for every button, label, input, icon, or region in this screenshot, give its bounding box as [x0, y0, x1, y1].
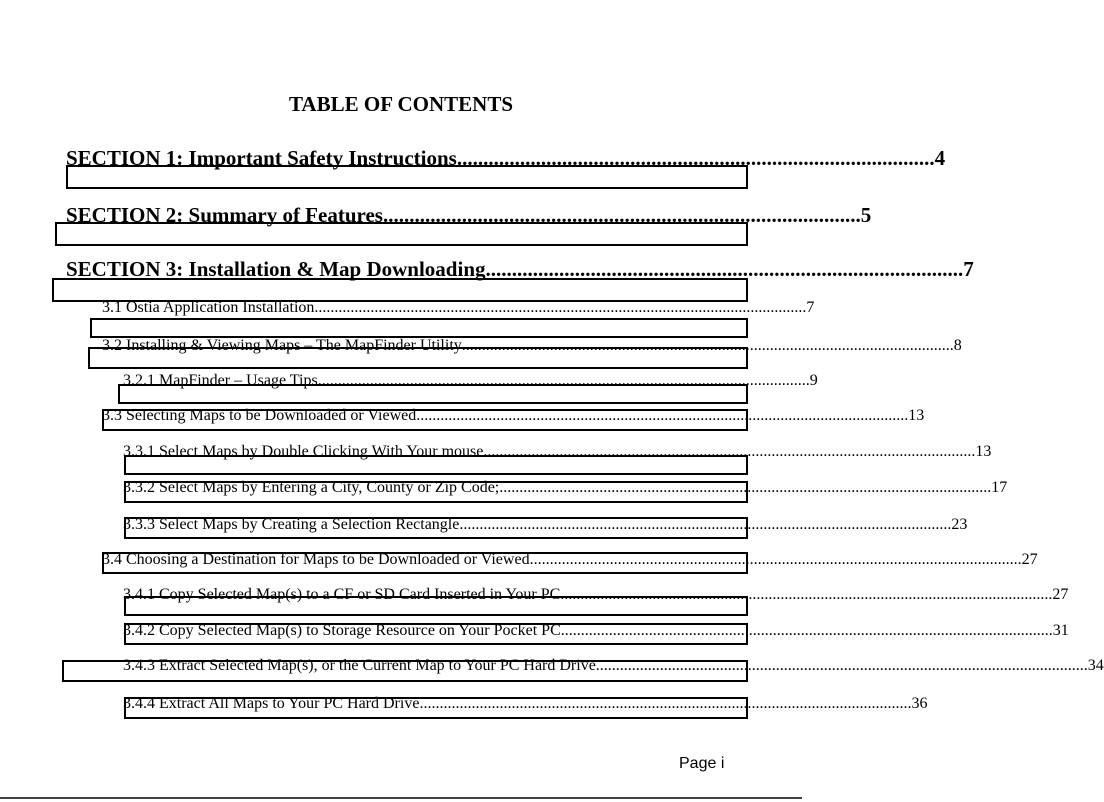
toc-entry-label: 3.3.2 Select Maps by Entering a City, County or Zip Code;	[123, 479, 500, 496]
toc-entry-label: 3.1 Ostia Application Installation	[102, 299, 315, 316]
toc-leader-dots: ...........................................................................................	[456, 146, 935, 170]
link-box-3-4-3	[62, 660, 748, 682]
toc-leader-dots: ...........................................................................................................................	[499, 479, 992, 496]
toc-leader-dots: ...........................................................................................	[382, 203, 861, 227]
toc-leader-dots: ...........................................................................................................................	[560, 622, 1053, 639]
toc-entry-page: 7	[963, 257, 974, 281]
toc-title: TABLE OF CONTENTS	[288, 92, 514, 116]
toc-entry-page: 17	[991, 479, 1008, 496]
toc-leader-dots: ...........................................................................................................................	[419, 695, 912, 712]
toc-entry-page: 5	[860, 203, 872, 227]
page-bottom-rule	[0, 797, 802, 799]
link-box-3-2-1	[118, 384, 748, 404]
link-box-3-4-2	[124, 623, 748, 645]
toc-leader-dots: ...........................................................................................................................	[461, 337, 954, 354]
toc-entry-label: 3.4.3 Extract Selected Map(s), or the Current Map to Your PC Hard Drive	[123, 657, 596, 674]
link-box-section-1	[66, 165, 748, 189]
toc-leader-dots: ...........................................................................................................................	[529, 551, 1022, 568]
toc-entry-page: 23	[951, 516, 968, 533]
toc-entry-page: 36	[911, 695, 928, 712]
toc-leader-dots: ...........................................................................................................................	[560, 586, 1053, 603]
link-box-3-3	[102, 409, 748, 431]
link-box-3-4-4	[124, 697, 748, 719]
toc-entry-label: 3.4 Choosing a Destination for Maps to be Downloaded or Viewed	[102, 551, 530, 568]
toc-entry-page: 7	[806, 299, 815, 316]
toc-entry-label: SECTION 2: Summary of Features	[66, 203, 383, 227]
toc-leader-dots: ...........................................................................................................................	[459, 516, 952, 533]
toc-entry-page: 27	[1021, 551, 1038, 568]
toc-entry-page: 34	[1087, 657, 1104, 674]
link-box-3-4-1	[124, 596, 748, 616]
toc-leader-dots: ...........................................................................................................................	[595, 657, 1088, 674]
toc-entry-page: 31	[1052, 622, 1069, 639]
link-box-3-1	[90, 318, 748, 338]
toc-leader-dots: ...........................................................................................................................	[314, 299, 807, 316]
toc-entry-page: 13	[908, 407, 925, 424]
toc-leader-dots: ...........................................................................................................................	[317, 372, 810, 389]
toc-entry-label: 3.2 Installing & Viewing Maps – The MapFinder Utility	[102, 337, 462, 354]
link-box-section-3	[52, 278, 748, 302]
page-number: Page i	[679, 755, 725, 772]
toc-entry-label: 3.2.1 MapFinder – Usage Tips	[123, 372, 318, 389]
toc-entry-page: 4	[934, 146, 946, 170]
link-box-3-2	[88, 347, 748, 369]
toc-leader-dots: ...........................................................................................................................	[416, 407, 909, 424]
toc-entry-label: 3.3.1 Select Maps by Double Clicking With Your mouse	[123, 443, 484, 460]
link-box-3-4	[102, 552, 748, 574]
toc-entry-label: 3.3.3 Select Maps by Creating a Selection Rectangle	[123, 516, 460, 533]
link-box-section-2	[55, 222, 748, 246]
toc-entry-label: 3.3 Selecting Maps to be Downloaded or Viewed	[102, 407, 417, 424]
toc-leader-dots: ...........................................................................................................................	[483, 443, 976, 460]
link-box-3-3-1	[124, 455, 748, 475]
toc-entry-label: SECTION 3: Installation & Map Downloading	[66, 257, 486, 281]
toc-entry-label: 3.4.4 Extract All Maps to Your PC Hard Drive	[123, 695, 420, 712]
link-box-3-3-2	[124, 481, 748, 503]
toc-entry-page: 27	[1052, 586, 1069, 603]
toc-entry-label: 3.4.2 Copy Selected Map(s) to Storage Resource on Your Pocket PC	[123, 622, 561, 639]
toc-leader-dots: ...........................................................................................	[485, 257, 964, 281]
toc-entry-page: 9	[809, 372, 818, 389]
toc-entry-page: 13	[975, 443, 992, 460]
link-box-3-3-3	[124, 517, 748, 539]
toc-entry-page: 8	[953, 337, 962, 354]
toc-entry-label: SECTION 1: Important Safety Instructions	[66, 146, 457, 170]
toc-entry-label: 3.4.1 Copy Selected Map(s) to a CF or SD Card Inserted in Your PC	[123, 586, 561, 603]
